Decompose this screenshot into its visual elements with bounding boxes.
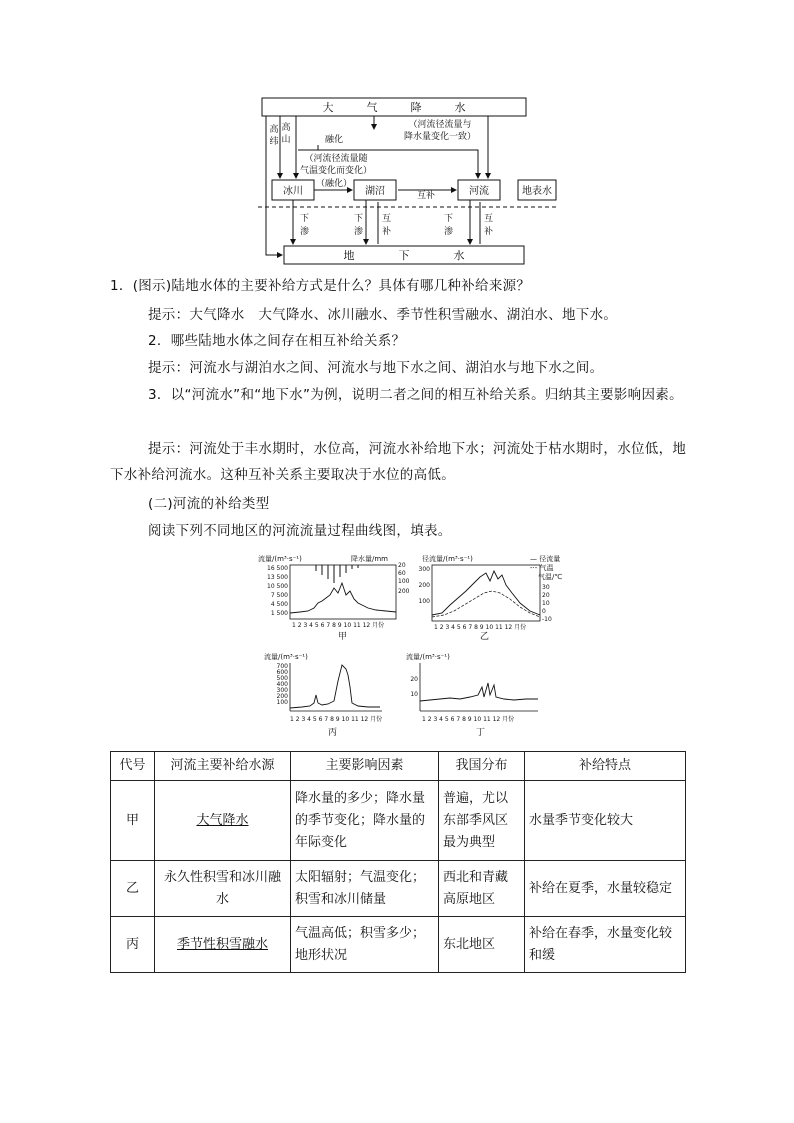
svg-text:气温变化而变化）: 气温变化而变化） [299, 166, 373, 176]
row-source: 永久性积雪和冰川融水 [155, 861, 291, 917]
svg-text:（河流径流量与: （河流径流量与 [408, 120, 472, 130]
svg-text:30: 30 [542, 584, 550, 591]
svg-text:20: 20 [410, 676, 418, 683]
svg-text:渗: 渗 [354, 227, 364, 237]
svg-text:渗: 渗 [300, 227, 310, 237]
svg-text:200: 200 [398, 588, 410, 595]
answer-1: 提示：大气降水 大气降水、冰川融水、季节性积雪融水、湖泊水、地下水。 [148, 307, 618, 323]
svg-text:降水量变化一致）: 降水量变化一致） [403, 132, 477, 142]
svg-text:气温/℃: 气温/℃ [538, 573, 563, 581]
svg-text:20: 20 [542, 592, 550, 599]
svg-text:100: 100 [418, 598, 430, 605]
svg-text:-10: -10 [542, 616, 552, 623]
svg-text:700: 700 [276, 663, 288, 670]
svg-text:（融化）: （融化） [315, 179, 353, 189]
svg-text:融化: 融化 [324, 135, 344, 145]
svg-text:流量/(m³·s⁻¹): 流量/(m³·s⁻¹) [258, 555, 302, 563]
row-source: 大气降水 [196, 812, 249, 828]
instruction: 阅读下列不同地区的河流流量过程曲线图，填表。 [148, 523, 452, 539]
svg-text:— 径流量: — 径流量 [530, 555, 561, 563]
svg-text:互: 互 [484, 214, 494, 224]
table-row [111, 861, 686, 917]
answer-3: 提示：河流处于丰水期时，水位高，河流水补给地下水；河流处于枯水期时，水位低，地下水补给河流水。这种互补关系主要取决于水位的高低。 [110, 441, 687, 483]
precipitation-label: 大 气 降 水 [322, 101, 466, 114]
svg-text:高: 高 [281, 123, 291, 133]
svg-text:补: 补 [382, 227, 392, 237]
table-header [111, 752, 686, 781]
svg-text:60: 60 [398, 570, 406, 577]
svg-text:渗: 渗 [444, 227, 454, 237]
chart-ding [404, 651, 554, 741]
svg-text:100: 100 [276, 699, 288, 706]
chart-bing [262, 651, 402, 741]
row-factors: 气温高低；积雪多少；地形状况 [291, 917, 439, 973]
section-title: (二)河流的补给类型 [148, 496, 270, 512]
svg-text:13 500: 13 500 [267, 574, 288, 581]
svg-text:7 500: 7 500 [270, 592, 288, 599]
table-row [111, 781, 686, 861]
supply-table [110, 751, 686, 973]
svg-text:互: 互 [382, 214, 392, 224]
svg-text:200: 200 [418, 582, 430, 589]
svg-text:300: 300 [276, 687, 288, 694]
header-factors: 主要影响因素 [291, 752, 439, 781]
question-2: 2．哪些陆地水体之间存在相互补给关系？ [148, 333, 406, 349]
svg-text:下: 下 [444, 214, 454, 224]
svg-text:1 2 3 4 5 6 7 8 9 10 11 12 月份: 1 2 3 4 5 6 7 8 9 10 11 12 月份 [292, 622, 385, 629]
chart-jia [256, 553, 416, 643]
answer-2: 提示：河流水与湖泊水之间、河流水与地下水之间、湖泊水与地下水之间。 [148, 360, 604, 376]
svg-text:下: 下 [300, 214, 310, 224]
svg-text:1 2 3 4 5 6 7 8 9 10 11 12 月份: 1 2 3 4 5 6 7 8 9 10 11 12 月份 [290, 716, 383, 723]
svg-text:-·- 气温: -·- 气温 [530, 564, 554, 572]
chart-yi [420, 553, 580, 643]
question-1: 1．(图示)陆地水体的主要补给方式是什么？具体有哪几种补给来源？ [110, 278, 531, 294]
svg-text:300: 300 [418, 566, 430, 573]
svg-text:降水量/mm: 降水量/mm [351, 555, 388, 563]
question-3: 3．以“河流水”和“地下水”为例，说明二者之间的相互补给关系。归纳其主要影响因素。 [148, 387, 683, 403]
svg-text:下: 下 [354, 214, 364, 224]
svg-text:补: 补 [484, 227, 494, 237]
header-code: 代号 [111, 752, 155, 781]
row-feature: 补给在夏季，水量较稳定 [525, 861, 686, 917]
svg-text:500: 500 [276, 675, 288, 682]
svg-text:10: 10 [410, 691, 418, 698]
row-factors: 太阳辐射；气温变化；积雪和冰川储量 [291, 861, 439, 917]
svg-text:径流量/(m³·s⁻¹): 径流量/(m³·s⁻¹) [422, 555, 473, 563]
chart-bing-name: 丙 [328, 728, 338, 738]
row-feature: 水量季节变化较大 [525, 781, 686, 861]
svg-text:流量/(m³·s⁻¹): 流量/(m³·s⁻¹) [264, 653, 308, 661]
lake-label: 湖沼 [365, 186, 385, 197]
svg-text:1 500: 1 500 [270, 610, 288, 617]
svg-text:高: 高 [269, 125, 279, 135]
svg-text:流量/(m³·s⁻¹): 流量/(m³·s⁻¹) [406, 653, 450, 661]
svg-text:16 500: 16 500 [267, 565, 288, 572]
chart-ding-name: 丁 [476, 728, 486, 738]
header-distribution: 我国分布 [439, 752, 525, 781]
groundwater-label: 地 下 水 [343, 249, 465, 262]
glacier-label: 冰川 [283, 186, 303, 197]
surface-water-label: 地表水 [522, 186, 552, 197]
row-code: 甲 [111, 781, 155, 861]
svg-text:20: 20 [398, 562, 406, 569]
svg-text:400: 400 [276, 681, 288, 688]
svg-text:4 500: 4 500 [270, 601, 288, 608]
row-source: 季节性积雪融水 [176, 936, 268, 952]
svg-text:纬: 纬 [269, 137, 279, 147]
row-distribution: 东北地区 [439, 917, 525, 973]
row-distribution: 西北和青藏高原地区 [439, 861, 525, 917]
row-distribution: 普遍，尤以东部季风区最为典型 [439, 781, 525, 861]
row-factors: 降水量的多少；降水量的季节变化；降水量的年际变化 [291, 781, 439, 861]
row-code: 丙 [111, 917, 155, 973]
row-feature: 补给在春季，水量变化较和缓 [525, 917, 686, 973]
svg-text:200: 200 [276, 693, 288, 700]
header-feature: 补给特点 [525, 752, 686, 781]
chart-yi-name: 乙 [480, 632, 490, 642]
svg-text:0: 0 [542, 608, 546, 615]
svg-text:10: 10 [542, 600, 550, 607]
svg-text:1 2 3 4 5 6 7 8 9 10 11 12 月份: 1 2 3 4 5 6 7 8 9 10 11 12 月份 [422, 716, 515, 723]
table-row [111, 917, 686, 973]
svg-text:100: 100 [398, 578, 410, 585]
river-label: 河流 [469, 186, 489, 197]
row-code: 乙 [111, 861, 155, 917]
svg-text:互补: 互补 [416, 191, 436, 201]
svg-text:600: 600 [276, 669, 288, 676]
svg-text:10 500: 10 500 [267, 583, 288, 590]
header-source: 河流主要补给水源 [155, 752, 291, 781]
chart-jia-name: 甲 [338, 632, 348, 642]
water-supply-diagram [258, 95, 558, 270]
svg-text:（河流径流量随: （河流径流量随 [304, 154, 368, 164]
svg-text:1 2 3 4 5 6 7 8 9 10 11 12 月份: 1 2 3 4 5 6 7 8 9 10 11 12 月份 [434, 624, 527, 631]
svg-text:山: 山 [281, 135, 291, 145]
